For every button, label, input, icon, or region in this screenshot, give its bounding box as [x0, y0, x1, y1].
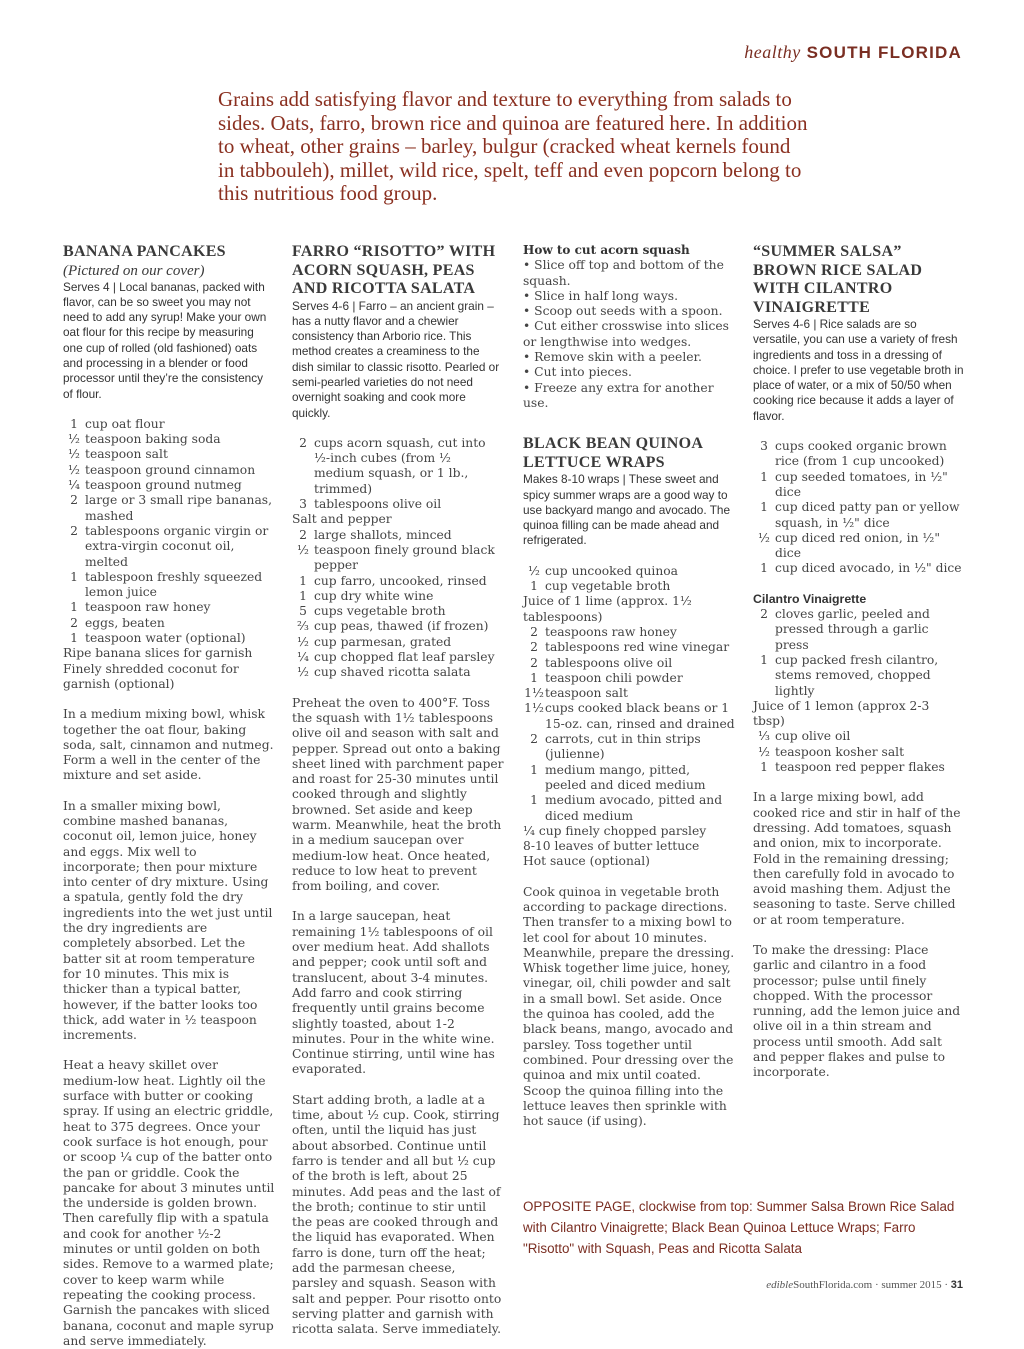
- ingredient: ¼ cup chopped flat leaf parsley: [297, 650, 495, 665]
- recipe-intro: Serves 4-6 | Farro – an ancient grain – has a nutty flavor and a chewier consistency than Arborio rice. This method creates a creaminess to the dish similar to classic risotto. Pearled or semi-pearled varieties do not need overnight soaking and cook more quickly.: [292, 298, 500, 420]
- vinaigrette-list: [753, 607, 965, 775]
- ingredient: ½ teaspoon baking soda: [68, 432, 221, 447]
- ingredient-list: [523, 564, 735, 870]
- ingredient: Juice of 1 lime (approx. 1½ tablespoons): [523, 594, 692, 624]
- photo-caption: OPPOSITE PAGE, clockwise from top: Summer Salsa Brown Rice Salad with Cilantro Vinaigrette; Black Bean Quinoa Lettuce Wraps; Farro "Risotto" with Squash, Peas and Ricotta Salata: [523, 1199, 955, 1256]
- instruction-paragraph: In a large mixing bowl, add cooked rice and stir in half of the dressing. Add tomatoes, squash and onion, mix to incorporate. Fold in the remaining dressing; then carefully fold in avocado to avoid mashing them. Adjust the seasoning to taste. Serve chilled or at room temperature.: [753, 790, 961, 927]
- recipe-title: BANANA PANCAKES: [63, 243, 226, 260]
- instruction-paragraph: Start adding broth, a ladle at a time, about ½ cup. Cook, stirring often, until the liquid has just about absorbed. Continue until farro is tender and all but ½ cup of the broth is left, about 25 minutes. Add peas and the last of the broth; continue to stir until the peas are cooked through and the liquid has evaporated. When farro is done, turn off the heat; add the parmesan cheese, parsley and squash. Season with salt and pepper. Pour risotto onto serving platter and garnish with ricotta salata. Serve immediately.: [292, 1092, 502, 1337]
- ingredient: 1 teaspoon red pepper flakes: [760, 760, 945, 775]
- instruction-paragraph: Cook quinoa in vegetable broth according to package directions. Then transfer to a mixing bowl to let cool for about 10 minutes. Meanwhile, prepare the dressing. Whisk together lime juice, honey, vinegar, oil, chili powder and salt in a small bowl. Set aside. Once the quinoa has cooled, add the black beans, mango, avocado and parsley. Toss together until combined. Pour dressing over the quinoa and mix until coated. Scoop the quinoa filling into the lettuce leaves then sprinkle with hot sauce (if using).: [523, 884, 735, 1129]
- recipe-title: FARRO “RISOTTO” WITH ACORN SQUASH, PEAS AND RICOTTA SALATA: [292, 243, 496, 297]
- recipe-title: BLACK BEAN QUINOA LETTUCE WRAPS: [523, 435, 703, 471]
- ingredient: ½ cup shaved ricotta salata: [297, 665, 471, 680]
- ingredient: 3 tablespoons olive oil: [299, 497, 442, 512]
- ingredient: 2 eggs, beaten: [70, 615, 165, 630]
- ingredient: 1 cup diced avocado, in ½" dice: [760, 561, 962, 576]
- section-header: [744, 42, 962, 63]
- ingredient: 1 medium avocado, pitted and diced medium: [530, 793, 723, 823]
- ingredient: 1 cup packed fresh cilantro, stems removed, chopped lightly: [760, 652, 939, 698]
- recipe-summer-salsa: [753, 243, 965, 1081]
- ingredient: 1 cup dry white wine: [299, 588, 434, 603]
- garnish-line: Finely shredded coconut for garnish (optional): [63, 661, 239, 691]
- instruction-paragraph: In a smaller mixing bowl, combine mashed bananas, coconut oil, lemon juice, honey and eggs. Mix well to incorporate; then pour mixture into center of dry mixture. Using a spatula, gently fold the dry ingredients into the wet just until the dry ingredients are completely absorbed. Let the batter sit at room temperature for 10 minutes. This mix is thicker than a typical batter, however, if the batter looks too thick, add water in ½ teaspoon increments.: [63, 798, 273, 1043]
- header-italic: healthy: [744, 42, 801, 62]
- ingredient: 1 teaspoon chili powder: [530, 670, 683, 685]
- ingredient: ½ teaspoon salt: [68, 447, 168, 462]
- recipe-intro: Makes 8-10 wraps | These sweet and spicy summer wraps are a good way to use backyard mango and avocado. The quinoa filling can be made ahead and refrigerated.: [523, 472, 731, 548]
- ingredient: ½ cup parmesan, grated: [297, 634, 452, 649]
- ingredient: 1½ cups cooked black beans or 1 15-oz. can, rinsed and drained: [524, 701, 735, 731]
- ingredient: 2 carrots, cut in thin strips (julienne): [530, 732, 701, 762]
- vinaigrette-title: Cilantro Vinaigrette: [753, 591, 867, 606]
- ingredient: ½ cup diced red onion, in ½" dice: [758, 530, 941, 561]
- ingredient-list: [292, 436, 504, 681]
- recipe-quinoa-column: [523, 243, 735, 1129]
- ingredient: 1 cup vegetable broth: [530, 579, 671, 594]
- recipe-subtitle: (Pictured on our cover): [63, 262, 205, 279]
- ingredient: 2 tablespoons red wine vinegar: [530, 640, 730, 655]
- ingredient: ½ cup uncooked quinoa: [528, 563, 679, 578]
- ingredient-list: [753, 439, 965, 577]
- ingredient: ½ teaspoon ground cinnamon: [68, 462, 256, 477]
- ingredient: 2 tablespoons organic virgin or extra-virgin coconut oil, melted: [70, 523, 269, 569]
- ingredient: 1½ teaspoon salt: [524, 686, 628, 701]
- instruction-paragraph: To make the dressing: Place garlic and cilantro in a food processor; pulse until finely chopped. With the processor running, add the lemon juice and olive oil in a thin stream and process until smooth. Add salt and pepper flakes and pulse to incorporate.: [753, 942, 961, 1080]
- tip-item: • Freeze any extra for another use.: [523, 380, 714, 410]
- recipe-title: “SUMMER SALSA” BROWN RICE SALAD WITH CILANTRO VINAIGRETTE: [753, 243, 923, 316]
- instruction-paragraph: Preheat the oven to 400°F. Toss the squash with 1½ tablespoons olive oil and season with salt and pepper. Spread out onto a baking sheet lined with parchment paper and roast for 25-30 minutes until cooked through and slightly browned. Set aside and keep warm. Meanwhile, heat the broth in a medium saucepan over medium-low heat. Once heated, reduce to low heat to prevent from boiling, and cover.: [292, 695, 504, 894]
- intro-paragraph: Grains add satisfying flavor and texture to everything from salads to sides. Oats, farro, brown rice and quinoa are featured here. In addition to wheat, other grains – barley, bulgur (cracked wheat kernels found in tabbouleh), millet, wild rice, spelt, teff and even popcorn belong to this nutritious food group.: [218, 87, 808, 206]
- recipe-intro: Serves 4 | Local bananas, packed with flavor, can be so sweet you may not need to add any syrup! Make your own oat flour for this recipe by measuring one cup of rolled (old fashioned) oats and processing in a blender or food processor until they’re the consistency of flour.: [63, 279, 267, 401]
- ingredient: ½ teaspoon finely ground black pepper: [297, 542, 495, 573]
- tip-title: How to cut acorn squash: [523, 243, 690, 257]
- ingredient: 1 medium mango, pitted, peeled and diced medium: [530, 762, 706, 792]
- ingredient: 1 teaspoon raw honey: [70, 600, 211, 615]
- ingredient: ⅔ cup peas, thawed (if frozen): [297, 619, 489, 634]
- footer-site: SouthFlorida.com · summer 2015 ·: [793, 1279, 951, 1291]
- recipe-intro: Serves 4-6 | Rice salads are so versatile, you can use a variety of fresh ingredients and toss in a dressing of choice. I prefer to use vegetable broth in place of water, or a mix of 50/50 when cooking rice because it adds a layer of flavor.: [753, 317, 964, 423]
- footer-brand: edible: [766, 1279, 794, 1291]
- ingredient: 2 cups acorn squash, cut into ½-inch cubes (from ½ medium squash, or 1 lb., trimmed): [299, 435, 486, 496]
- garnish-line: Ripe banana slices for garnish: [63, 646, 253, 661]
- ingredient: 1 cup seeded tomatoes, in ½" dice: [760, 469, 948, 499]
- tip-list: [523, 258, 735, 411]
- ingredient: ⅓ cup olive oil: [758, 729, 851, 744]
- tip-item: • Scoop out seeds with a spoon.: [523, 304, 723, 319]
- ingredient: 1 cup oat flour: [70, 416, 165, 431]
- instruction-paragraph: In a large saucepan, heat remaining 1½ tablespoons of oil over medium heat. Add shallots and pepper; cook until soft and translucent, about 3-4 minutes. Add farro and cook stirring frequently until grains become slightly toasted, about 1-2 minutes. Pour in the white wine. Continue stirring, until wine has evaporated.: [292, 909, 495, 1077]
- recipe-banana-pancakes: [63, 243, 275, 1349]
- tip-item: • Cut into pieces.: [523, 365, 632, 380]
- page-number: 31: [950, 1279, 963, 1291]
- ingredient: 2 large or 3 small ripe bananas, mashed: [70, 493, 272, 523]
- ingredient: Hot sauce (optional): [523, 854, 650, 869]
- ingredient: 1 cup farro, uncooked, rinsed: [299, 573, 487, 588]
- ingredient-list: [63, 417, 275, 646]
- ingredient: 1 teaspoon water (optional): [70, 631, 246, 646]
- tip-item: • Slice off top and bottom of the squash.: [523, 258, 724, 288]
- ingredient: 5 cups vegetable broth: [299, 604, 446, 619]
- recipe-farro-risotto: [292, 243, 504, 1338]
- ingredient: 1 tablespoon freshly squeezed lemon juice: [70, 569, 263, 600]
- ingredient: ½ teaspoon kosher salt: [758, 744, 905, 759]
- tip-item: • Cut either crosswise into slices or lengthwise into wedges.: [523, 319, 729, 349]
- ingredient: 2 teaspoons raw honey: [530, 624, 677, 639]
- header-bold: SOUTH FLORIDA: [806, 43, 962, 62]
- ingredient: 2 large shallots, minced: [299, 527, 452, 542]
- ingredient: ¼ cup finely chopped parsley: [523, 823, 707, 838]
- ingredient: 2 cloves garlic, peeled and pressed through a garlic press: [760, 607, 930, 652]
- ingredient: Salt and pepper: [292, 512, 392, 527]
- ingredient: 8-10 leaves of butter lettuce: [523, 839, 700, 854]
- ingredient: 3 cups cooked organic brown rice (from 1 cup uncooked): [760, 439, 947, 469]
- instruction-paragraph: In a medium mixing bowl, whisk together the oat flour, baking soda, salt, cinnamon and nutmeg. Form a well in the center of the mixture and set aside.: [63, 707, 274, 783]
- tip-item: • Remove skin with a peeler.: [523, 350, 702, 365]
- ingredient: 2 tablespoons olive oil: [530, 655, 673, 670]
- ingredient: Juice of 1 lemon (approx 2-3 tbsp): [753, 698, 930, 729]
- instruction-paragraph: Heat a heavy skillet over medium-low heat. Lightly oil the surface with butter or cooking spray. If using an electric griddle, heat to 375 degrees. Once your cook surface is hot enough, pour or scoop ¼ cup of the batter onto the pan or griddle. Cook the pancake for about 3 minutes until the underside is golden brown. Then carefully flip with a spatula and cook for another ½-2 minutes or until golden on both sides. Remove to a warmed plate; cover to keep warm while repeating the cooking process. Garnish the pancakes with sliced banana, coconut and maple syrup and serve immediately.: [63, 1058, 275, 1348]
- page-footer: [766, 1279, 963, 1291]
- ingredient: 1 cup diced patty pan or yellow squash, in ½" dice: [760, 500, 960, 530]
- ingredient: ¼ teaspoon ground nutmeg: [68, 478, 242, 493]
- tip-item: • Slice in half long ways.: [523, 288, 678, 303]
